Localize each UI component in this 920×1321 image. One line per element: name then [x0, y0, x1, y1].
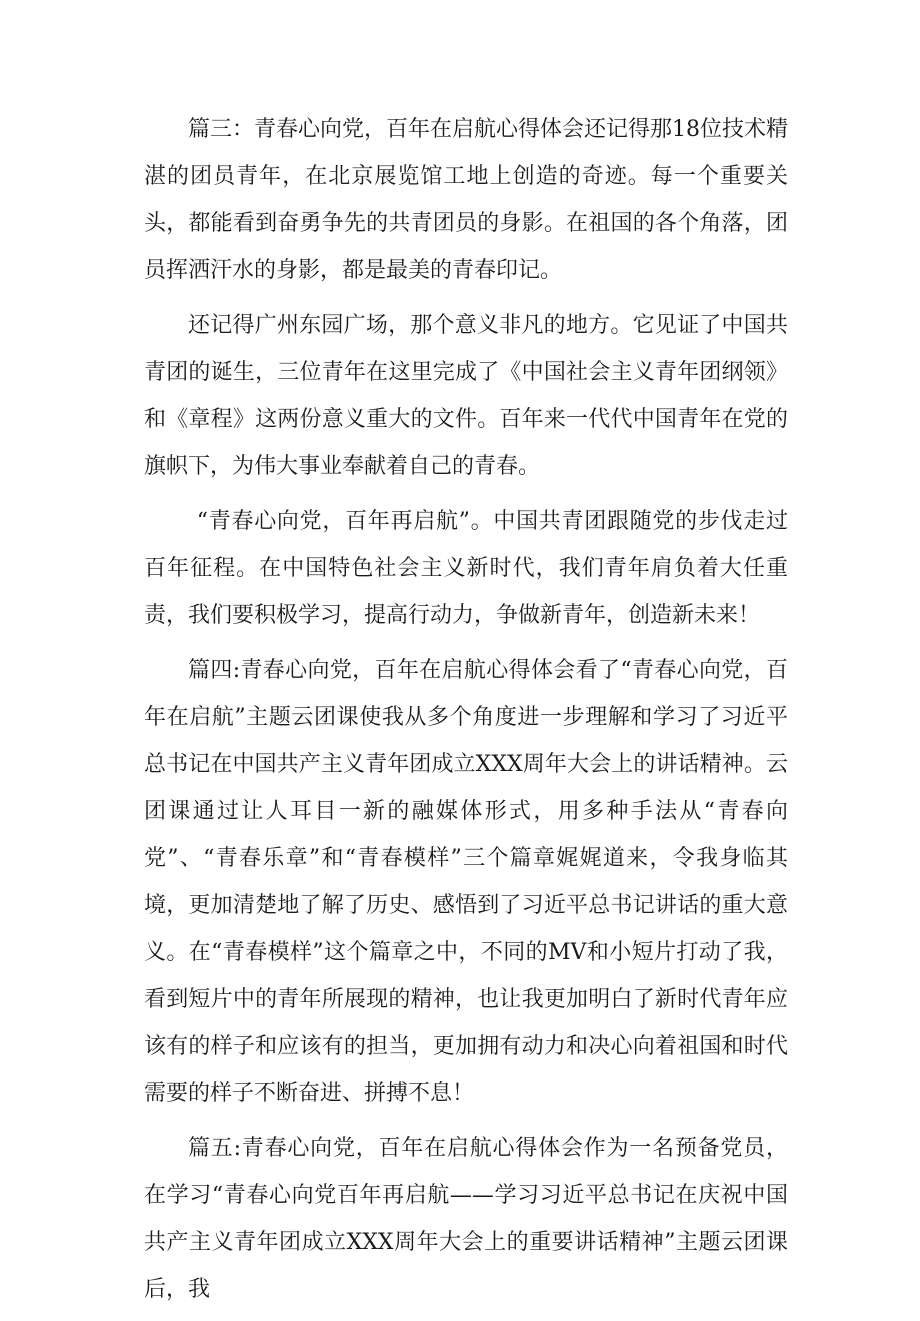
- paragraph-chapter-3: 篇三：青春心向党，百年在启航心得体会还记得那18位技术精湛的团员青年，在北京展览馆工地上创造的奇迹。每一个重要关头，都能看到奋勇争先的共青团员的身影。在祖国的各个角落，团员挥洒汗水的身影，都是最美的青春印记。: [144, 117, 788, 283]
- paragraph-dongyuan-square: 还记得广州东园广场，那个意义非凡的地方。它见证了中国共青团的诞生，三位青年在这里完成了《中国社会主义青年团纲领》和《章程》这两份意义重大的文件。百年来一代代中国青年在党的旗帜下，为伟大事业奉献着自己的青春。: [144, 313, 788, 479]
- paragraph-chapter-4: 篇四:青春心向党，百年在启航心得体会看了“青春心向党，百年在启航”主题云团课使我从多个角度进一步理解和学习了习近平总书记在中国共产主义青年团成立XXX周年大会上的讲话精神。云团课通过让人耳目一新的融媒体形式，用多种手法从“青春向党”、“青春乐章”和“青春模样”三个篇章娓娓道来，令我身临其境，更加清楚地了解了历史、感悟到了习近平总书记讲话的重大意义。在“青春模样”这个篇章之中，不同的MV和小短片打动了我，看到短片中的青年所展现的精神，也让我更加明白了新时代青年应该有的样子和应该有的担当，更加拥有动力和决心向着祖国和时代需要的样子不断奋进、拼搏不息！: [144, 658, 788, 1106]
- paragraph-chapter-5: 篇五:青春心向党，百年在启航心得体会作为一名预备党员，在学习“青春心向党百年再启航——学习习近平总书记在庆祝中国共产主义青年团成立XXX周年大会上的重要讲话精神”主题云团课后，我: [144, 1136, 788, 1302]
- document-body: [144, 106, 788, 1321]
- paragraph-slogan: “青春心向党，百年再启航”。中国共青团跟随党的步伐走过百年征程。在中国特色社会主义新时代，我们青年肩负着大任重责，我们要积极学习，提高行动力，争做新青年，创造新未来！: [144, 509, 788, 628]
